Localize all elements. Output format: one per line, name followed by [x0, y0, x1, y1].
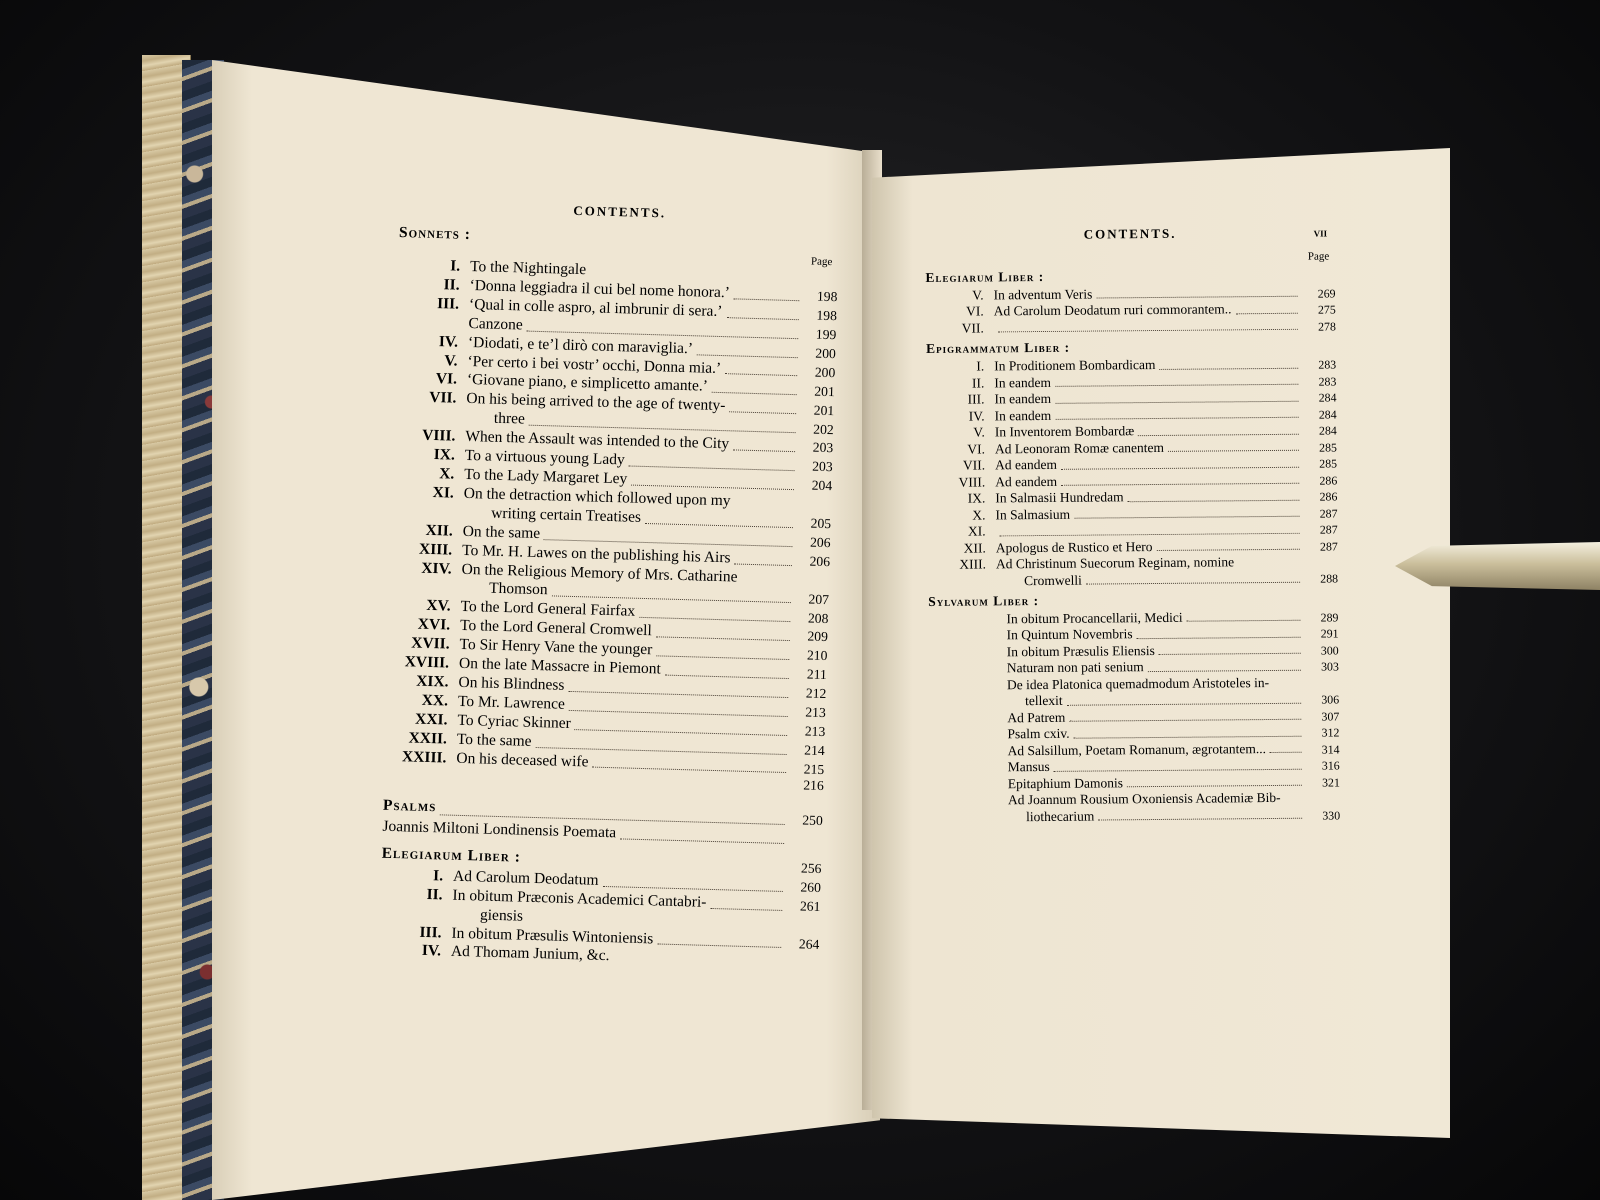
entry-title-continuation: Thomson [488, 580, 548, 599]
entry-page: 206 [809, 553, 831, 570]
entry-title: ‘Qual in colle aspro, al imbrunir di sera.’ [468, 295, 723, 320]
entry-page: 284 [1318, 423, 1337, 438]
entry-page: 300 [1320, 643, 1339, 658]
entry-title: ‘Donna leggiadra il cui bel nome honora.’ [469, 276, 731, 302]
section-entries [926, 284, 1336, 337]
entry-title: Naturam non pati senium [1006, 659, 1144, 676]
entry-number: I. [432, 867, 444, 885]
entry-number: XV. [426, 597, 451, 615]
entry-page: 278 [1318, 319, 1336, 334]
entry-title: Ad Leonoram Romæ canentem [994, 439, 1165, 457]
right-section-list [925, 266, 1340, 826]
metal-pointer [1395, 542, 1600, 590]
elegiarum-list [379, 866, 821, 973]
entry-title: To the Lady Margaret Ley [464, 465, 628, 488]
entry-number: XXI. [414, 710, 448, 729]
entry-number: XXII. [408, 729, 448, 748]
entry-title: ‘Diodati, e te’l dirò con maraviglia.’ [467, 333, 694, 357]
entry-page: 207 [808, 591, 830, 607]
section-heading: Elegiarum Liber : [925, 268, 1045, 285]
entry-page: 200 [815, 345, 837, 362]
entry-title: Canzone [468, 314, 523, 334]
entry-page: 284 [1318, 407, 1337, 422]
entry-page: 289 [1320, 610, 1339, 625]
entry-number: III. [967, 391, 985, 407]
entry-page: 206 [809, 534, 831, 551]
entry-page: 312 [1321, 725, 1340, 740]
left-page-contents [376, 198, 840, 1070]
entry-page: 316 [1321, 758, 1340, 773]
entry-number: I. [449, 257, 461, 275]
folio-number: vii [1313, 224, 1328, 240]
entry-page: 210 [806, 647, 828, 664]
entry-title: To Cyriac Skinner [457, 711, 572, 732]
entry-page: 314 [1321, 742, 1340, 757]
entry-page: 204 [811, 477, 833, 494]
entry-number: V. [444, 351, 458, 370]
entry-number: XVI. [417, 615, 451, 634]
entry-title: Mansus [1007, 759, 1050, 775]
entry-title-continuation: giensis [479, 906, 524, 925]
entry-page: 205 [810, 515, 832, 532]
entry-page: 215 [803, 761, 825, 777]
entry-page: 214 [804, 742, 825, 758]
entry-page: 203 [812, 458, 833, 475]
entry-number: XXIII. [401, 747, 447, 767]
entry-number: X. [972, 507, 986, 523]
entry-title: In Quintum Novembris [1006, 626, 1133, 643]
entry-title-continuation: tellexit [1025, 693, 1063, 709]
entry-page: 203 [812, 440, 834, 456]
entry-page: 201 [814, 383, 835, 399]
entry-number: III. [419, 923, 442, 941]
entry-title: In eandem [994, 374, 1052, 391]
entry-page: 283 [1318, 374, 1337, 389]
entry-page: 269 [1317, 286, 1336, 301]
toc-row [926, 317, 1336, 337]
entry-title: On the detraction which followed upon my [463, 484, 731, 510]
entry-page: 286 [1319, 489, 1338, 504]
entry-title: Ad Christinum Suecorum Reginam, nomine [995, 554, 1235, 572]
entry-page: 291 [1320, 626, 1339, 641]
section-entries [928, 608, 1340, 826]
entry-title: Ad Thomam Junium, &c. [450, 943, 610, 965]
entry-title: Ad Carolum Deodatum ruri commorantem.. [993, 301, 1232, 319]
entry-page [785, 971, 819, 972]
toc-row: 216 [803, 777, 824, 794]
entry-title: In Proditionem Bombardicam [994, 357, 1156, 374]
entry-page: 261 [799, 898, 821, 915]
entry-title: In obitum Præsulis Eliensis [1006, 642, 1155, 660]
sonnet-list [384, 256, 838, 779]
right-running-head: CONTENTS. vii [1083, 224, 1328, 242]
entry-page: 198 [816, 307, 838, 324]
entry-number: IX. [967, 490, 986, 506]
entry-title: When the Assault was intended to the City [465, 428, 730, 453]
entry-title: Ad Patrem [1007, 709, 1066, 726]
entry-title: In obitum Præsulis Wintoniensis [451, 924, 654, 947]
entry-page: 198 [816, 288, 838, 305]
entry-number: XII. [963, 540, 986, 556]
entry-page: 213 [804, 723, 826, 740]
entry-title: In Salmasii Hundredam [995, 489, 1124, 506]
entry-number: XIII. [418, 540, 453, 559]
entry-page: 288 [1320, 571, 1339, 587]
entry-number: I. [976, 358, 985, 374]
entry-title-continuation: Cromwelli [1024, 572, 1082, 588]
entry-page: 212 [805, 685, 827, 702]
entry-page: 330 [1322, 807, 1341, 823]
entry-number: XIII. [959, 556, 986, 572]
entry-title: In eandem [994, 407, 1052, 424]
entry-title: On the same [462, 522, 541, 542]
toc-row-continuation [930, 806, 1340, 826]
entry-title: Ad Carolum Deodatum [452, 867, 599, 889]
entry-page: 285 [1319, 456, 1338, 471]
entry-title: Psalm cxiv. [1007, 726, 1070, 742]
entry-number: VII. [962, 457, 986, 473]
entry-number: II. [426, 885, 443, 904]
section-heading: Epigrammatum Liber : [925, 340, 1071, 357]
entry-title: To Mr. H. Lawes on the publishing his Airs [461, 541, 731, 566]
entry-title: To the Lord General Fairfax [460, 598, 636, 621]
entry-title: ‘Giovane piano, e simplicetto amante.’ [466, 371, 709, 396]
entry-number: V. [973, 424, 985, 440]
entry-page: 321 [1321, 775, 1340, 790]
entry-title: Epitaphium Damonis [1007, 774, 1124, 791]
entry-number: III. [436, 294, 460, 313]
entry-number: IX. [433, 446, 456, 464]
entry-title: To a virtuous young Lady [464, 446, 625, 469]
entry-title: On the Religious Memory of Mrs. Catharine [461, 560, 738, 586]
entry-page: 264 [798, 936, 820, 952]
entry-title: In Inventorem Bombardæ [994, 423, 1135, 440]
entry-number: II. [443, 276, 460, 294]
entry-page: 283 [1318, 357, 1337, 372]
entry-page: 275 [1317, 302, 1336, 318]
entry-title: In obitum Procancellarii, Medici [1006, 609, 1183, 627]
entry-title: Apologus de Rustico et Hero [995, 538, 1153, 555]
entry-number: XVII. [411, 634, 450, 653]
entry-number: VIII. [421, 426, 456, 445]
entry-number: IV. [438, 332, 459, 351]
entry-number: VI. [967, 441, 985, 457]
entry-title: In eandem [994, 391, 1052, 407]
entry-title: On his deceased wife [456, 749, 589, 771]
entry-page: 201 [813, 402, 835, 418]
entry-title-continuation: liothecarium [1026, 808, 1095, 824]
entry-title: To the Nightingale [469, 257, 587, 279]
entry-number: VII. [961, 320, 984, 336]
section-heading: Sylvarum Liber : [928, 592, 1040, 609]
entry-title: Ad Joannum Rousium Oxoniensis Academiæ Bib- [1007, 790, 1281, 808]
entry-page: 286 [1319, 473, 1338, 488]
entry-title: On his Blindness [458, 673, 565, 694]
entry-page: 209 [807, 629, 829, 645]
entry-number: II. [971, 375, 985, 391]
entry-page: 306 [1321, 692, 1340, 707]
entry-title: Ad eandem [995, 473, 1058, 490]
toc-row-psalms: Psalms 250 [382, 796, 823, 829]
entry-number: XVIII. [404, 653, 450, 672]
entry-number: V. [972, 287, 984, 303]
entry-number: XIV. [421, 559, 452, 578]
entry-number: XIX. [415, 672, 449, 691]
entry-page: 200 [814, 364, 836, 381]
entry-page: 287 [1319, 538, 1338, 554]
entry-page: 287 [1319, 522, 1338, 537]
entry-page: 307 [1321, 709, 1340, 724]
left-running-head: CONTENTS. [573, 202, 667, 221]
entry-title: In obitum Præconis Academici Cantabri- [452, 886, 707, 911]
entry-number: IV. [968, 408, 985, 424]
right-page-contents [925, 224, 1341, 928]
page-column-label: Page [810, 255, 833, 269]
entry-page: 211 [806, 666, 828, 683]
entry-page: 303 [1320, 659, 1339, 674]
section-heading-elegiarum: Elegiarum Liber : 256 [381, 844, 822, 877]
section-entries [926, 356, 1338, 590]
entry-number: VIII. [958, 474, 986, 490]
entry-page: 287 [1319, 506, 1338, 521]
entry-page: 208 [807, 610, 829, 626]
entry-title: Ad Salsillum, Poetam Romanum, ægrotantem... [1007, 740, 1266, 759]
entry-number: X. [439, 465, 455, 483]
entry-number: XX. [421, 691, 449, 710]
entry-number: IV. [421, 942, 442, 960]
entry-title: In Salmasium [995, 506, 1071, 523]
entry-page: 260 [800, 879, 822, 896]
entry-page: 202 [813, 421, 834, 437]
entry-number: XII. [425, 521, 453, 540]
entry-title-continuation: three [493, 409, 526, 428]
entry-title: To Sir Henry Vane the younger [459, 635, 653, 659]
section-heading-sonnets: Sonnets : [398, 223, 472, 243]
entry-title: Ad eandem [995, 457, 1057, 473]
entry-page: 213 [805, 704, 827, 721]
entry-title: To the Lord General Cromwell [459, 617, 652, 640]
entry-title: ‘Per certo i bei vostr’ occhi, Donna mia.’ [467, 352, 722, 377]
entry-title: De idea Platonica quemadmodum Aristoteles in- [1006, 674, 1270, 693]
entry-page: 284 [1318, 390, 1337, 405]
entry-title: In adventum Veris [993, 286, 1093, 303]
entry-number: XI. [432, 483, 455, 502]
entry-page: 199 [815, 326, 837, 343]
entry-number: VI. [435, 370, 458, 389]
entry-title: On his being arrived to the age of twenty- [466, 390, 726, 415]
page-column-label: Page [1307, 250, 1330, 263]
toc-row-poemata: Joannis Miltoni Londinensis Poemata [382, 818, 822, 849]
entry-number: XI. [967, 523, 986, 539]
entry-number: VII. [429, 389, 457, 407]
entry-title: To the same [456, 730, 532, 750]
entry-title: On the late Massacre in Piemont [458, 654, 662, 678]
entry-title-continuation: writing certain Treatises [491, 504, 642, 526]
entry-title: To Mr. Lawrence [457, 692, 566, 713]
entry-number: VI. [966, 303, 984, 320]
entry-page: 285 [1319, 440, 1337, 455]
